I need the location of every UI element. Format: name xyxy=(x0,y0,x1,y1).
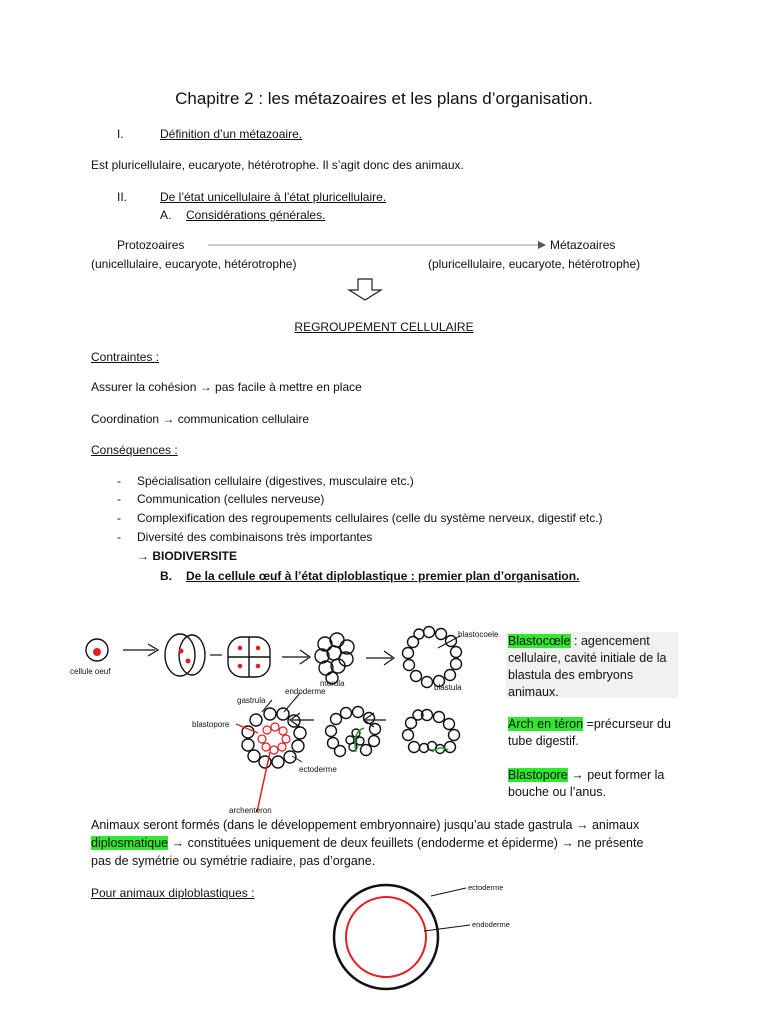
section-2-number: II. xyxy=(117,190,128,204)
note-term: Blastopore xyxy=(508,768,568,782)
label-endoderme: endoderme xyxy=(285,687,326,696)
section-a-number: A. xyxy=(160,208,172,222)
consequence-item: Spécialisation cellulaire (digestives, musculaire etc.) xyxy=(137,474,414,488)
section-b-number: B. xyxy=(160,569,172,583)
highlight-term: diplosmatique xyxy=(91,836,169,850)
label-gastrula: gastrula xyxy=(237,696,266,705)
down-arrow-icon xyxy=(349,279,381,300)
label-blastopore: blastopore xyxy=(192,720,230,729)
label-diplo-endoderme: endoderme xyxy=(472,920,510,929)
metazoaires-label: Métazoaires xyxy=(550,238,616,252)
section-1-text: Est pluricellulaire, eucaryote, hétérotrophe. Il s’agit donc des animaux. xyxy=(91,158,464,172)
section-a-title: Considérations générales. xyxy=(186,208,326,222)
label-blastula: blastula xyxy=(434,683,462,692)
note-text: → peut former la bouche ou l’anus. xyxy=(508,768,665,799)
bullet-dash: - xyxy=(117,492,121,506)
paragraph-line-2-text: → constituées uniquement de deux feuillets (endoderme et épiderme) → ne présente xyxy=(168,836,644,850)
label-morula: morula xyxy=(320,679,345,688)
section-2-title: De l’état unicellulaire à l’état pluricellulaire. xyxy=(160,190,387,204)
consequences-heading: Conséquences : xyxy=(91,443,178,457)
note-term: Arch en téron xyxy=(508,717,584,731)
consequence-item: Complexification des regroupements cellulaires (celle du système nerveux, digestif etc.) xyxy=(137,511,603,525)
section-1-number: I. xyxy=(117,127,124,141)
bullet-dash: - xyxy=(117,511,121,525)
regroupement-text: REGROUPEMENT CELLULAIRE xyxy=(294,320,474,334)
label-ectoderme: ectoderme xyxy=(299,765,337,774)
note-text: : agencement cellulaire, cavité initiale de la blastula des embryons animaux. xyxy=(508,634,667,699)
metazoaires-sub: (pluricellulaire, eucaryote, hétérotrophe) xyxy=(428,257,641,271)
bullet-dash: - xyxy=(117,474,121,488)
label-cellule-oeuf: cellule oeuf xyxy=(70,667,111,676)
contraintes-heading: Contraintes : xyxy=(91,350,160,364)
consequence-item: Diversité des combinaisons très importantes xyxy=(137,530,373,544)
protozoaires-sub: (unicellulaire, eucaryote, hétérotrophe) xyxy=(91,257,297,271)
note-archenteron xyxy=(508,716,683,750)
paragraph-line-1: Animaux seront formés (dans le développement embryonnaire) jusqu’au stade gastrula → animaux xyxy=(91,818,640,832)
label-diplo-ectoderme: ectoderme xyxy=(468,883,504,892)
diploblastic-diagram xyxy=(334,885,470,989)
note-text: =précurseur du tube digestif. xyxy=(508,717,671,748)
label-blastocoele: blastocoele xyxy=(458,630,499,639)
page-title: Chapitre 2 : les métazoaires et les plans d’organisation. xyxy=(175,89,593,108)
label-archenteron: archenteron xyxy=(229,806,272,815)
note-blastocoele xyxy=(508,633,683,701)
diplo-heading: Pour animaux diploblastiques : xyxy=(91,886,255,900)
note-blastopore xyxy=(508,767,683,801)
contraintes-line-2: Coordination → communication cellulaire xyxy=(91,412,310,426)
transition-arrow-icon xyxy=(208,241,546,249)
protozoaires-label: Protozoaires xyxy=(117,238,185,252)
section-1-title: Définition d’un métazoaire. xyxy=(160,127,303,141)
consequence-item: Communication (cellules nerveuse) xyxy=(137,492,325,506)
embryo-diagram xyxy=(86,627,462,813)
note-term: Blastocœle xyxy=(508,634,571,648)
contraintes-line-1: Assurer la cohésion → pas facile à mettre en place xyxy=(91,380,362,394)
section-b-title: De la cellule œuf à l’état diploblastique : premier plan d’organisation. xyxy=(186,569,580,583)
bullet-dash: - xyxy=(117,530,121,544)
paragraph-line-3: pas de symétrie ou symétrie radiaire, pas d’organe. xyxy=(91,854,376,868)
paragraph-line-2 xyxy=(91,835,643,852)
biodiversite-result: → BIODIVERSITE xyxy=(137,549,238,563)
